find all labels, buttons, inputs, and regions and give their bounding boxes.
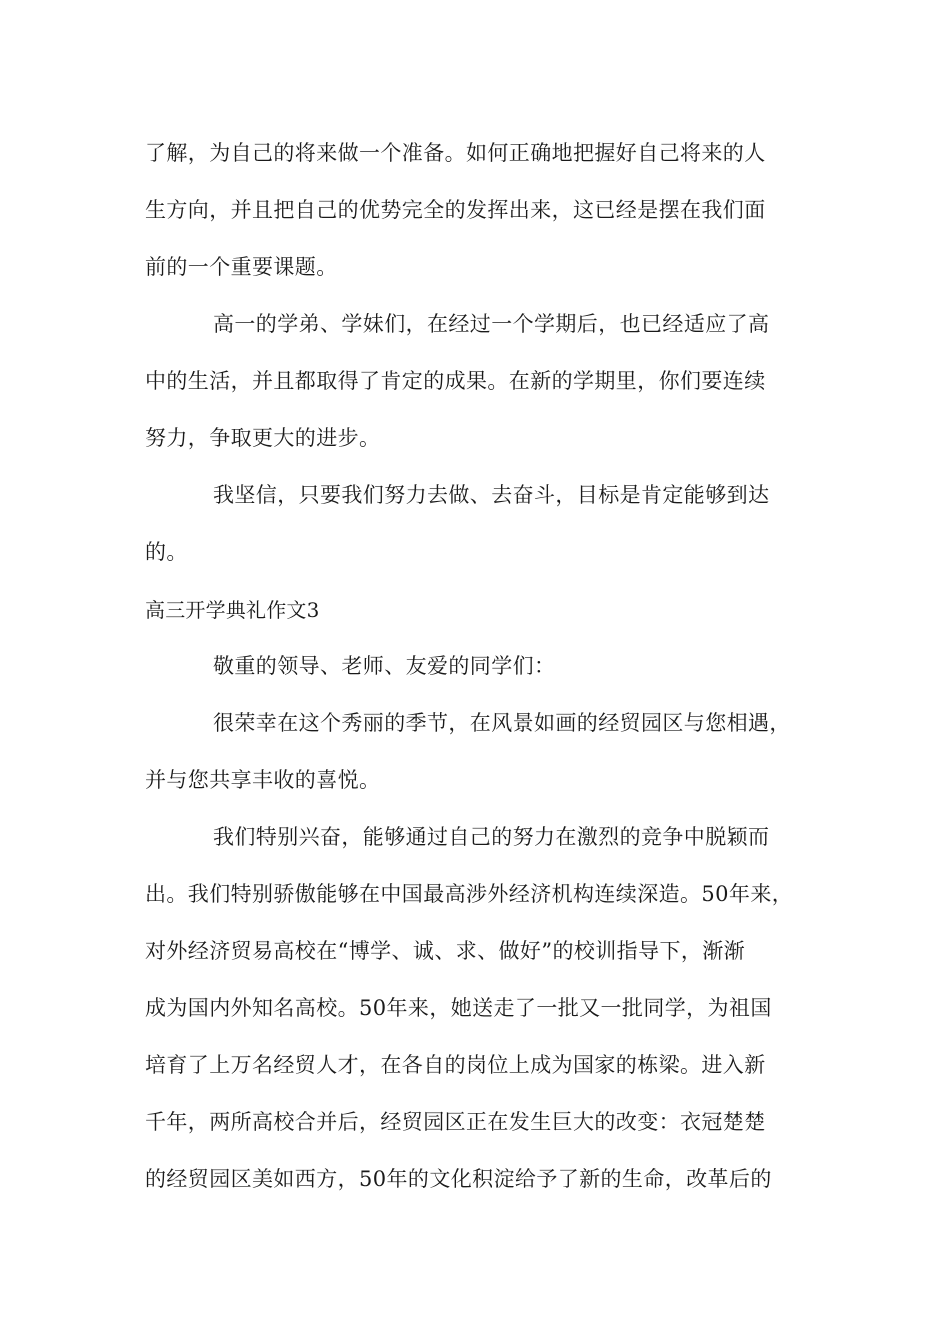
body-text-line: 的经贸园区美如西方，50年的文化积淀给予了新的生命，改革后的 xyxy=(145,1167,772,1191)
body-text-line: 生方向，并且把自己的优势完全的发挥出来，这已经是摆在我们面 xyxy=(145,198,766,222)
body-text-line: 前的一个重要课题。 xyxy=(145,255,338,279)
body-text-line: 千年，两所高校合并后，经贸园区正在发生巨大的改变：衣冠楚楚 xyxy=(145,1110,766,1134)
body-text-line: 出。我们特别骄傲能够在中国最高涉外经济机构连续深造。50年来， xyxy=(145,882,794,906)
paragraph-first-line: 我们特别兴奋，能够通过自己的努力在激烈的竞争中脱颖而 xyxy=(213,825,770,849)
section-heading: 高三开学典礼作文3 xyxy=(145,598,320,622)
body-text-line: 并与您共享丰收的喜悦。 xyxy=(145,768,381,792)
salutation-line: 敬重的领导、老师、友爱的同学们： xyxy=(213,654,556,678)
body-text-line: 培育了上万名经贸人才，在各自的岗位上成为国家的栋梁。进入新 xyxy=(145,1053,766,1077)
body-text-line: 成为国内外知名高校。50年来，她送走了一批又一批同学，为祖国 xyxy=(145,996,772,1020)
body-text-line: 了解，为自己的将来做一个准备。如何正确地把握好自己将来的人 xyxy=(145,141,766,165)
paragraph-first-line: 很荣幸在这个秀丽的季节，在风景如画的经贸园区与您相遇， xyxy=(213,711,791,735)
body-text-line: 努力，争取更大的进步。 xyxy=(145,426,381,450)
body-text-line: 对外经济贸易高校在“博学、诚、求、做好”的校训指导下，渐渐 xyxy=(145,939,746,963)
paragraph-first-line: 高一的学弟、学妹们，在经过一个学期后，也已经适应了高 xyxy=(213,312,770,336)
body-text-line: 中的生活，并且都取得了肯定的成果。在新的学期里，你们要连续 xyxy=(145,369,766,393)
body-text-line: 的。 xyxy=(145,540,188,564)
paragraph-first-line: 我坚信，只要我们努力去做、去奋斗，目标是肯定能够到达 xyxy=(213,483,770,507)
